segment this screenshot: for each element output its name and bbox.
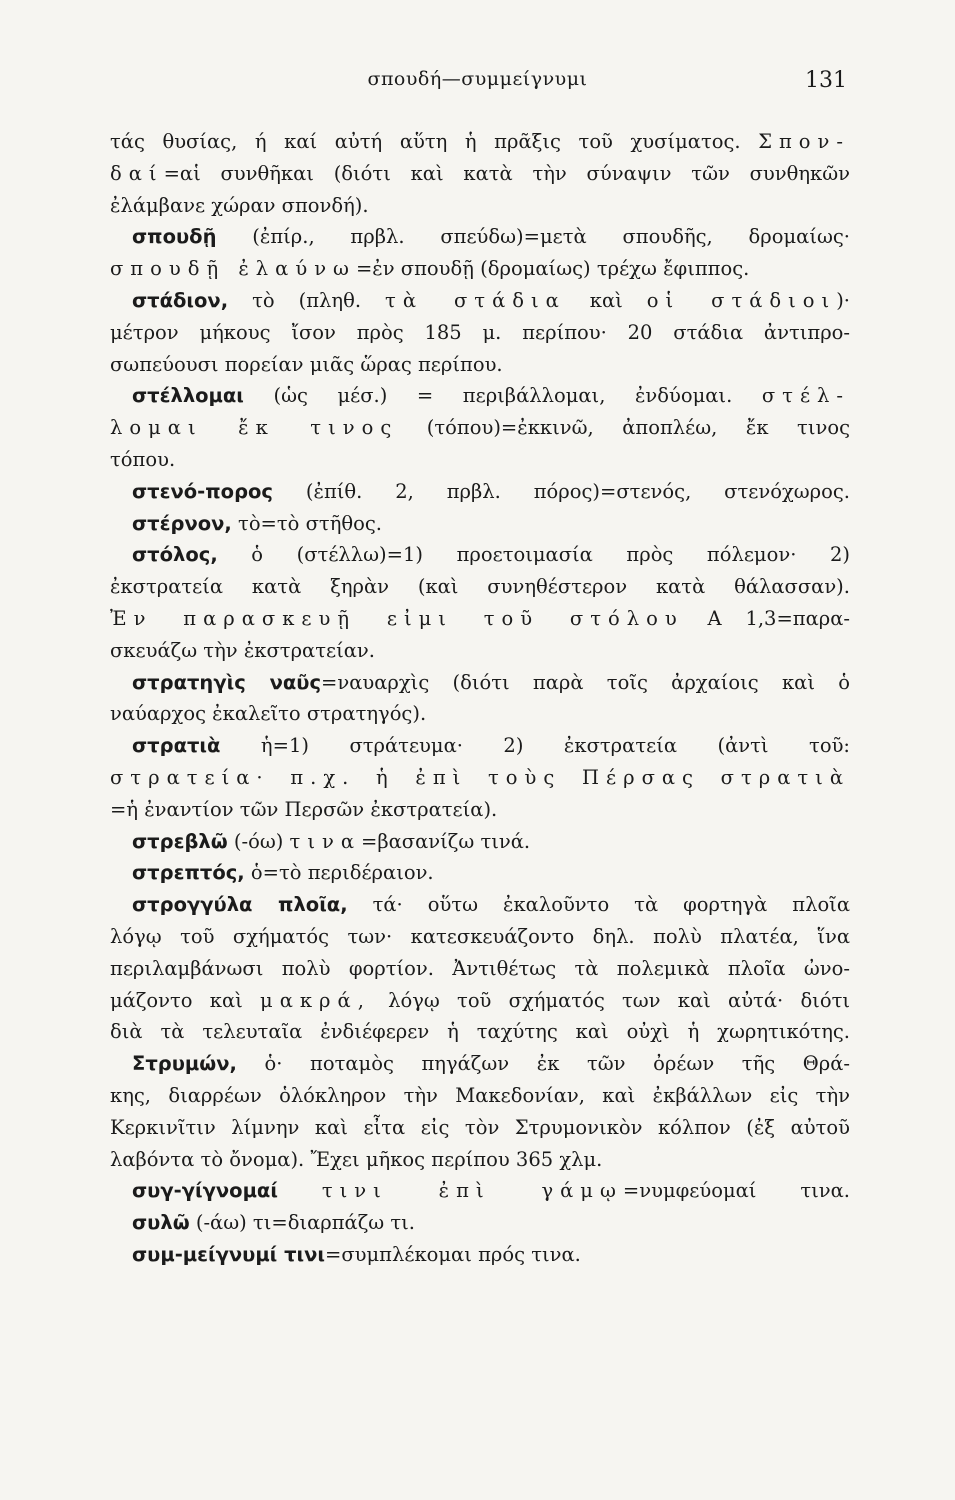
text-line — [110, 762, 850, 794]
text-line — [110, 826, 850, 858]
text-run: ὁ=τὸ περιδέραιον. — [244, 861, 434, 885]
text-line — [110, 571, 850, 603]
spaced-example: στέλ- — [761, 384, 850, 408]
text-line — [110, 221, 850, 253]
text-line — [110, 794, 850, 826]
running-head: σπουδή—συμμείγνυμι — [367, 68, 588, 90]
entry-headword: στέλλομαι — [132, 384, 244, 408]
text-run: τὸ=τὸ στῆθος. — [231, 511, 383, 535]
text-run: (ἐπίθ. 2, πρβλ. πόρος)=στενός, στενόχωρος. — [273, 479, 850, 503]
entry-headword: στέρνον, — [132, 511, 232, 535]
text-line — [110, 1239, 850, 1271]
text-run: σκευάζω τὴν ἐκστρατείαν. — [110, 638, 375, 662]
spaced-example: δαί — [110, 161, 164, 185]
text-run: =νυμφεύομαί τινα. — [622, 1179, 851, 1203]
text-run: (-όω) — [227, 829, 290, 853]
text-run: )· — [836, 288, 851, 312]
text-line — [110, 126, 850, 158]
text-line — [110, 1016, 850, 1048]
text-line — [110, 285, 850, 317]
text-line — [110, 317, 850, 349]
text-run: =αἱ συνθῆκαι (διότι καὶ κατὰ τὴν σύναψιν τῶν συνθηκῶν — [163, 161, 850, 185]
text-run: =βασανίζω τινά. — [361, 829, 531, 853]
text-line — [110, 667, 850, 699]
text-line — [110, 539, 850, 571]
entry-headword: συγ-γίγνομαί — [132, 1179, 278, 1203]
text-line — [110, 921, 850, 953]
text-line — [110, 730, 850, 762]
text-line — [110, 1080, 850, 1112]
entry-headword: συμ-μείγνυμί τινι — [132, 1242, 325, 1266]
text-run: ἐλάμβανε χώραν σπονδή). — [110, 193, 369, 217]
text-line — [110, 1144, 850, 1176]
text-line — [110, 444, 850, 476]
text-run: τά· οὕτω ἐκαλοῦντο τὰ φορτηγὰ πλοῖα — [347, 893, 850, 917]
text-run: (ἐπίρ., πρβλ. σπεύδω)=μετὰ σπουδῆς, δρομαίως· — [216, 225, 850, 249]
text-run: =ναυαρχὶς (διότι παρὰ τοῖς ἀρχαίοις καὶ ὁ — [321, 670, 850, 694]
text-run: ναύαρχος ἐκαλεῖτο στρατηγός). — [110, 702, 427, 726]
text-run: Α 1,3=παρα- — [683, 606, 850, 630]
text-run: ὁ· ποταμὸς πηγάζων ἐκ τῶν ὀρέων τῆς Θρά- — [236, 1052, 850, 1076]
entry-headword: Στρυμών, — [132, 1052, 237, 1076]
text-line — [110, 253, 850, 285]
text-run — [278, 1179, 322, 1202]
text-run: διὰ τὰ τελευταῖα ἐνδιέφερεν ἡ ταχύτης καὶ οὐχὶ ἡ χωρητικότης. — [110, 1020, 850, 1044]
text-run: ἡ=1) στράτευμα· 2) ἐκστρατεία (ἀντὶ τοῦ: — [220, 734, 850, 758]
text-line — [110, 476, 850, 508]
text-line — [110, 857, 850, 889]
spaced-example: τὰ στάδια — [385, 288, 566, 312]
entry-headword: στρατιὰ — [132, 734, 221, 758]
entry-headword: στρογγύλα πλοῖα, — [132, 893, 348, 917]
text-line — [110, 953, 850, 985]
text-run: (-άω) τι=διαρπάζω τι. — [189, 1211, 416, 1235]
text-line — [110, 1207, 850, 1239]
text-run: λόγῳ τοῦ σχήματός των καὶ αὐτά· διότι — [370, 988, 851, 1012]
entry-headword: στόλος, — [132, 543, 218, 567]
spaced-example: τινι ἐπὶ γάμῳ — [321, 1179, 623, 1203]
text-run: μέτρον μήκους ἴσον πρὸς 185 μ. περίπου· 20 στάδια ἀντιπρο- — [110, 320, 850, 344]
text-run: τὸ (πληθ. — [228, 288, 386, 312]
text-line — [110, 985, 850, 1017]
entry-headword: στενό-πορος — [132, 479, 273, 503]
text-run: ὁ (στέλλω)=1) προετοιμασία πρὸς πόλεμον· 2) — [217, 543, 850, 567]
text-line — [110, 635, 850, 667]
text-line — [110, 889, 850, 921]
spaced-example: σπουδῇ ἐλαύνω — [110, 257, 356, 281]
spaced-example: Σπον- — [758, 130, 850, 153]
spaced-example: στρατεία· π.χ. ἡ ἐπὶ τοὺς Πέρσας στρατιὰ — [110, 765, 850, 789]
text-run: σωπεύουσι πορείαν μιᾶς ὥρας περίπου. — [110, 352, 503, 376]
text-line — [110, 603, 850, 635]
text-line — [110, 412, 850, 444]
text-run: =συμπλέκομαι πρός τινα. — [325, 1242, 581, 1266]
text-line — [110, 158, 850, 190]
text-line — [110, 190, 850, 222]
text-run: ἐκστρατεία κατὰ ξηρὰν (καὶ συνηθέστερον κατὰ θάλασσαν). — [110, 575, 850, 599]
text-run: περιλαμβάνωσι πολὺ φορτίον. Ἀντιθέτως τὰ πολεμικὰ πλοῖα ὠνο- — [110, 956, 850, 980]
spaced-example: τινα — [289, 829, 362, 853]
text-run: =ἐν σπουδῇ (δρομαίως) τρέχω ἔφιππος. — [355, 257, 750, 281]
text-line — [110, 380, 850, 412]
dictionary-entries — [110, 126, 850, 1271]
text-run: λόγῳ τοῦ σχήματός των· κατεσκευάζοντο δηλ. πολὺ πλατέα, ἵνα — [110, 924, 850, 948]
spaced-example: οἱ στάδιοι — [646, 288, 837, 312]
spaced-example: λομαι ἔκ τινος — [110, 416, 399, 440]
text-run: κης, διαρρέων ὁλόκληρον τὴν Μακεδονίαν, καὶ ἐκβάλλων εἰς τὴν — [110, 1083, 850, 1107]
text-line — [110, 508, 850, 540]
text-line — [110, 349, 850, 381]
entry-headword: στάδιον, — [132, 288, 229, 312]
text-run: Κερκινῖτιν λίμνην καὶ εἶτα εἰς τὸν Στρυμονικὸν κόλπον (ἐξ αὐτοῦ — [110, 1115, 850, 1139]
text-line — [110, 1175, 850, 1207]
text-run: (τόπου)=ἐκκινῶ, ἀποπλέω, ἔκ τινος — [398, 416, 850, 440]
text-run: τάς θυσίας, ή καί αὐτή αὕτη ἡ πρᾶξις τοῦ χυσίματος. — [110, 130, 759, 153]
text-line — [110, 698, 850, 730]
text-run: καὶ — [565, 288, 647, 312]
entry-headword: σπουδῇ — [132, 225, 217, 249]
text-run: =ἡ ἐναντίον τῶν Περσῶν ἐκστρατεία). — [110, 797, 498, 821]
text-line — [110, 1112, 850, 1144]
page-number: 131 — [805, 68, 847, 93]
entry-headword: συλῶ — [132, 1211, 190, 1235]
text-run: μάζοντο καὶ — [110, 988, 261, 1012]
text-run: (ὡς μέσ.) = περιβάλλομαι, ἐνδύομαι. — [243, 384, 762, 408]
entry-headword: στρεπτός, — [132, 861, 245, 885]
text-run: λαβόντα τὸ ὄνομα). Ἔχει μῆκος περίπου 365 χλμ. — [110, 1147, 603, 1171]
entry-headword: στρατηγὶς ναῦς — [132, 670, 322, 694]
entry-headword: στρεβλῶ — [132, 829, 228, 853]
spaced-example: μακρά, — [260, 988, 371, 1012]
spaced-example: Ἐν παρασκευῇ εἰμι τοῦ στόλου — [110, 606, 684, 630]
text-line — [110, 1048, 850, 1080]
text-run: τόπου. — [110, 447, 176, 471]
